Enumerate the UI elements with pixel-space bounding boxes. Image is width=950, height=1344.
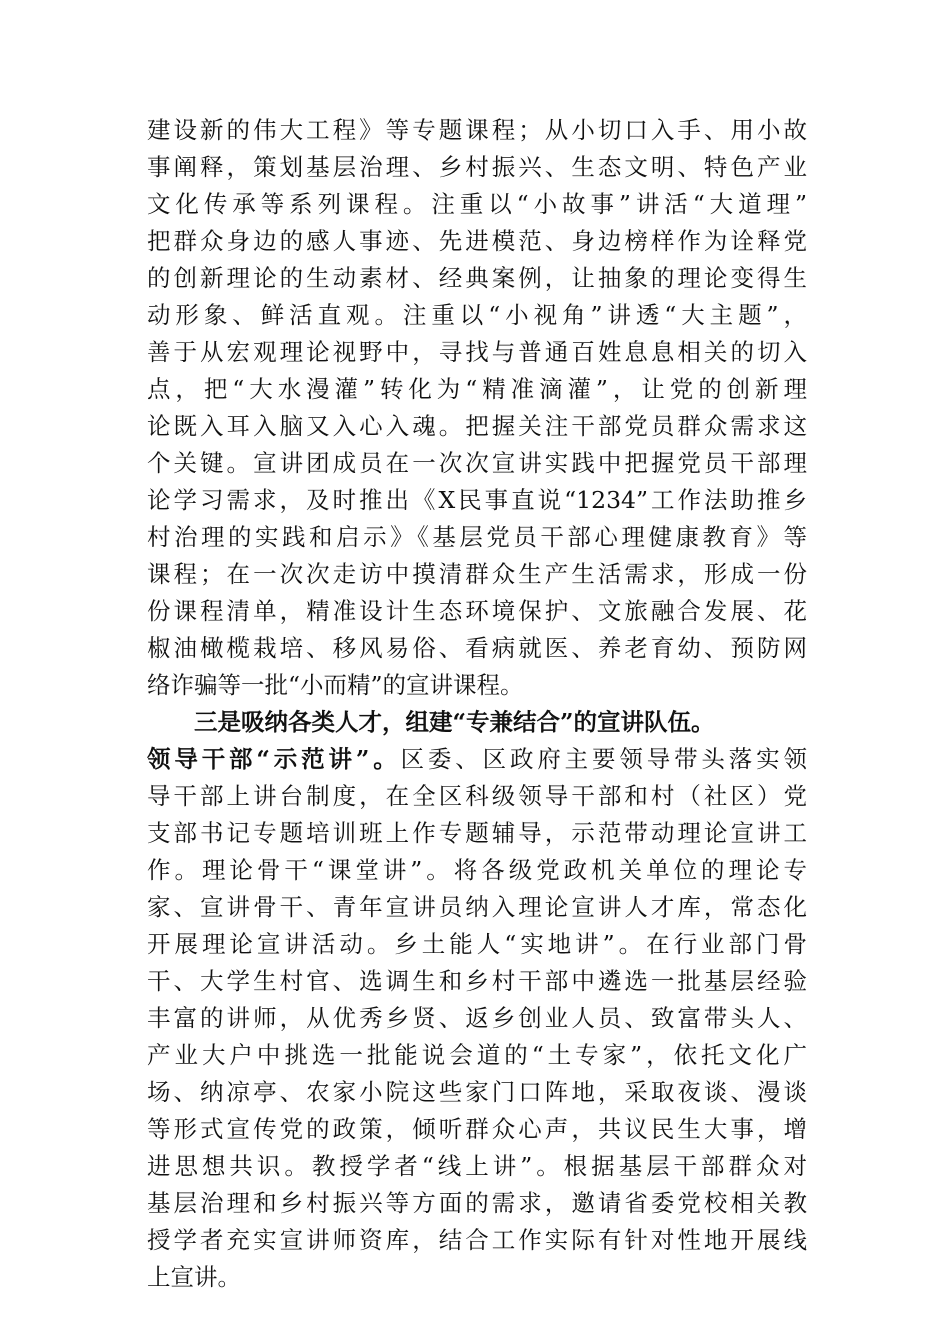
paragraph-2 (147, 741, 807, 1296)
text-line: 授学者充实宣讲师资库，结合工作实际有针对性地开展线 (147, 1226, 807, 1254)
text-line (147, 741, 807, 778)
document-page (147, 112, 807, 1296)
text-line: 家、宣讲骨干、青年宣讲员纳入理论宣讲人才库，常态化 (147, 893, 807, 921)
subheading-inline: 领导干部“示范讲”。 (147, 745, 401, 773)
paragraph-1 (147, 112, 807, 704)
text-line: 等形式宣传党的政策，倾听群众心声，共议民生大事，增 (147, 1115, 807, 1143)
text-line: 支部书记专题培训班上作专题辅导，示范带动理论宣讲工 (147, 819, 807, 847)
text-line: 论学习需求，及时推出《X民事直说“1234”工作法助推乡 (147, 486, 807, 514)
text-line: 的创新理论的生动素材、经典案例，让抽象的理论变得生 (147, 264, 807, 292)
text-line: 把群众身边的感人事迹、先进模范、身边榜样作为诠释党 (147, 227, 807, 255)
text-line: 动形象、鲜活直观。注重以“小视角”讲透“大主题”， (147, 301, 807, 329)
text-line: 场、纳凉亭、农家小院这些家门口阵地，采取夜谈、漫谈 (147, 1078, 807, 1106)
text-line: 作。理论骨干“课堂讲”。将各级党政机关单位的理论专 (147, 856, 807, 884)
text-line: 点，把“大水漫灌”转化为“精准滴灌”，让党的创新理 (147, 375, 807, 403)
text-line: 导干部上讲台制度，在全区科级领导干部和村（社区）党 (147, 782, 807, 810)
text-line: 进思想共识。教授学者“线上讲”。根据基层干部群众对 (147, 1152, 807, 1180)
text-line: 络诈骗等一批“小而精”的宣讲课程。 (147, 671, 524, 699)
text-line: 丰富的讲师，从优秀乡贤、返乡创业人员、致富带头人、 (147, 1004, 807, 1032)
section-heading: 三是吸纳各类人才，组建“专兼结合”的宣讲队伍。 (194, 708, 715, 736)
text-line: 课程；在一次次走访中摸清群众生产生活需求，形成一份 (147, 560, 807, 588)
text-line: 产业大户中挑选一批能说会道的“土专家”，依托文化广 (147, 1041, 807, 1069)
text-line: 上宣讲。 (147, 1263, 241, 1291)
text-line: 建设新的伟大工程》等专题课程；从小切口入手、用小故 (147, 116, 807, 144)
text-line: 文化传承等系列课程。注重以“小故事”讲活“大道理” (147, 190, 807, 218)
text-run: 区委、区政府主要领导带头落实领 (400, 745, 807, 773)
text-line: 开展理论宣讲活动。乡土能人“实地讲”。在行业部门骨 (147, 930, 807, 958)
text-line: 椒油橄榄栽培、移风易俗、看病就医、养老育幼、预防网 (147, 634, 807, 662)
text-line: 论既入耳入脑又入心入魂。把握关注干部党员群众需求这 (147, 412, 807, 440)
text-line: 基层治理和乡村振兴等方面的需求，邀请省委党校相关教 (147, 1189, 807, 1217)
text-line: 善于从宏观理论视野中，寻找与普通百姓息息相关的切入 (147, 338, 807, 366)
text-line: 份课程清单，精准设计生态环境保护、文旅融合发展、花 (147, 597, 807, 625)
text-line: 事阐释，策划基层治理、乡村振兴、生态文明、特色产业 (147, 153, 807, 181)
text-line: 个关键。宣讲团成员在一次次宣讲实践中把握党员干部理 (147, 449, 807, 477)
text-line: 干、大学生村官、选调生和乡村干部中遴选一批基层经验 (147, 967, 807, 995)
text-line: 村治理的实践和启示》《基层党员干部心理健康教育》等 (147, 523, 807, 551)
